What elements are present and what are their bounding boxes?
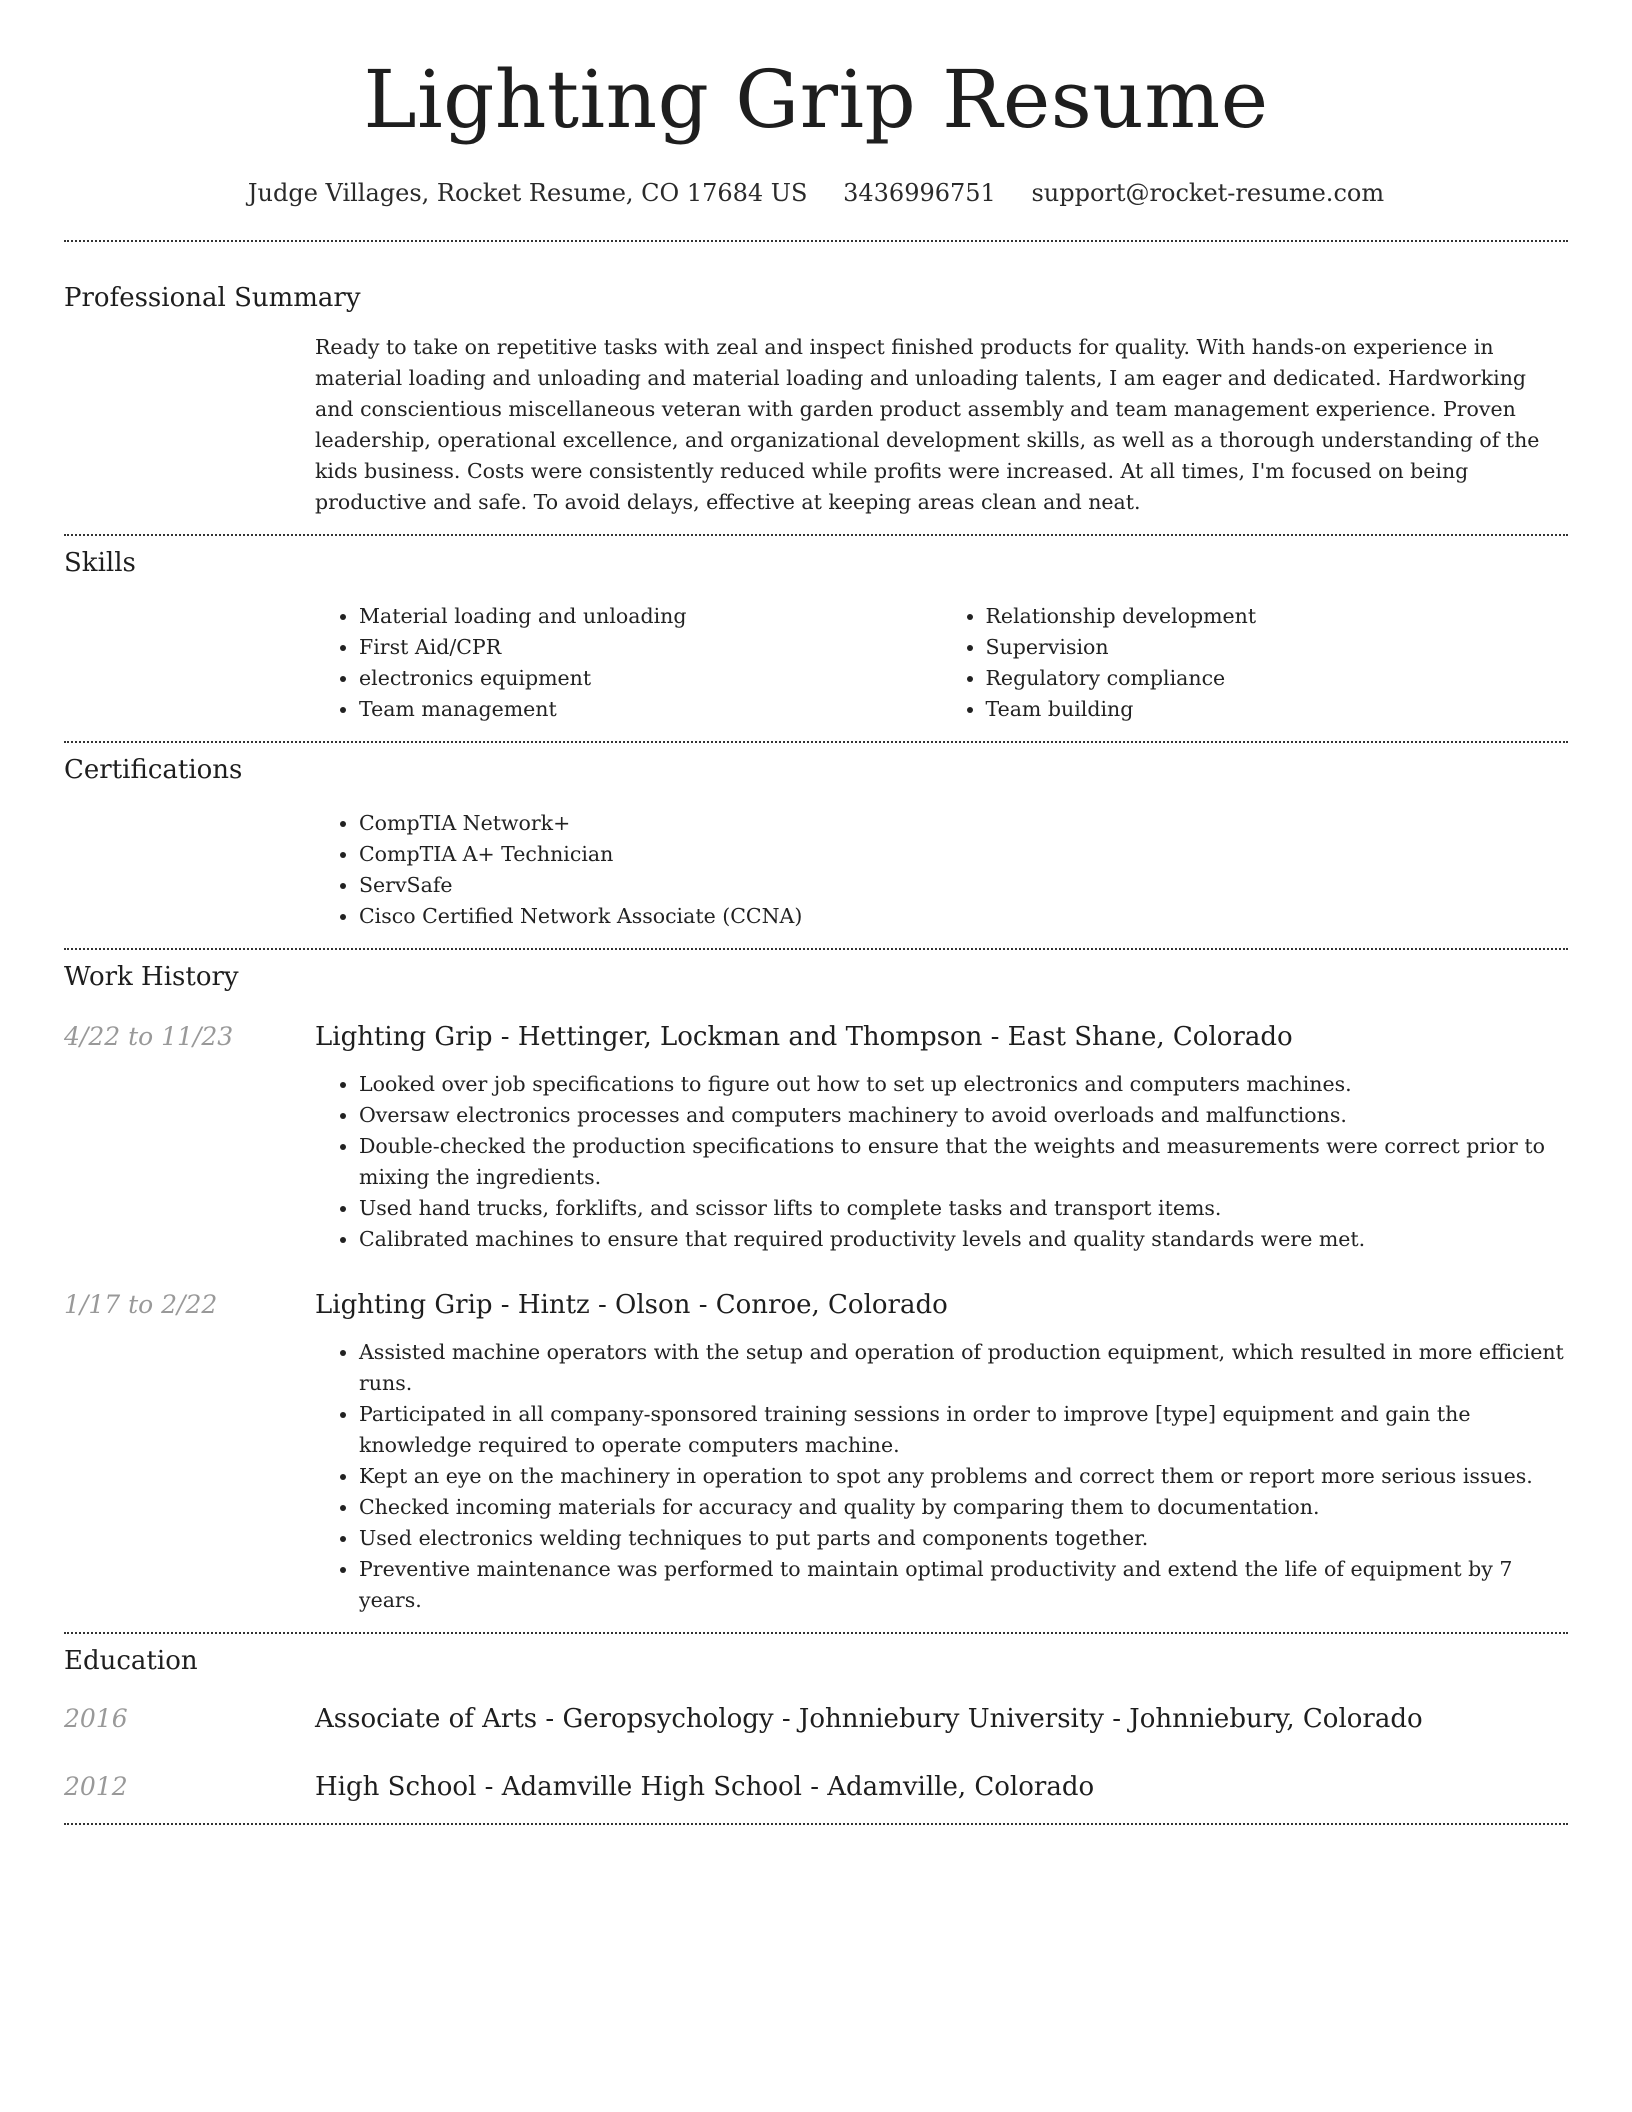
education-title-line: Associate of Arts - Geropsychology - Johnniebury University - Johnniebury, Colorado [315,1704,1423,1734]
skills-section [64,536,1568,725]
skills-title: Skills [64,548,136,578]
skill-item: • Team building [986,694,1569,725]
education-title-line: High School - Adamville High School - Adamville, Colorado [315,1772,1095,1802]
work-history-title: Work History [64,962,239,992]
certifications-title: Certifications [64,755,243,785]
job-date: 4/22 to 11/23 [64,1022,234,1051]
skills-list-left [315,601,942,725]
skill-item: • electronics equipment [359,663,942,694]
contact-line [64,178,1568,208]
skill-item: • Team management [359,694,942,725]
job-bullet: • Checked incoming materials for accuracy and quality by comparing them to documentation. [359,1492,1568,1523]
contact-email: support@rocket-resume.com [1031,179,1385,207]
job-entry [64,1021,1568,1255]
skill-item: • First Aid/CPR [359,632,942,663]
job-bullets [315,1337,1568,1616]
job-date: 1/17 to 2/22 [64,1290,218,1319]
education-title: Education [64,1646,198,1676]
job-bullet: • Looked over job specifications to figure out how to set up electronics and computers machines. [359,1069,1568,1100]
skills-list-right [942,601,1569,725]
summary-text: Ready to take on repetitive tasks with zeal and inspect finished products for quality. With hands-on experience in material loading and unloading and material loading and unloading talents, I am eager and dedicated. Hardworking and conscientious miscellaneous veteran with garden product assembly and team management experience. Proven leadership, operational excellence, and organizational development skills, as well as a thorough understanding of the kids business. Costs were consistently reduced while profits were increased. At all times, I'm focused on being productive and safe. To avoid delays, effective at keeping areas clean and neat. [315,335,1540,514]
job-bullet: • Assisted machine operators with the setup and operation of production equipment, which resulted in more efficient runs. [359,1337,1568,1399]
work-history-section [64,950,1568,1616]
job-bullet: • Used hand trucks, forklifts, and scissor lifts to complete tasks and transport items. [359,1193,1568,1224]
skill-item: • Regulatory compliance [986,663,1569,694]
job-bullet: • Participated in all company-sponsored training sessions in order to improve [type] equipment and gain the knowledge required to operate computers machine. [359,1399,1568,1461]
certification-item: • ServSafe [359,870,1568,901]
job-bullet: • Preventive maintenance was performed to maintain optimal productivity and extend the life of equipment by 7 years. [359,1554,1568,1616]
job-title: Lighting Grip - Hettinger, Lockman and Thompson - East Shane, Colorado [315,1022,1293,1052]
certification-item: • Cisco Certified Network Associate (CCNA) [359,901,1568,932]
education-entry [64,1703,1568,1735]
job-bullet: • Double-checked the production specifications to ensure that the weights and measurements were correct prior to mixing the ingredients. [359,1131,1568,1193]
skill-item: • Relationship development [986,601,1569,632]
resume-page [64,0,1568,1825]
contact-phone: 3436996751 [843,179,996,207]
education-section [64,1634,1568,1803]
education-date: 2016 [64,1704,128,1733]
education-entry [64,1771,1568,1803]
contact-address: Judge Villages, Rocket Resume, CO 17684 US [247,179,808,207]
certification-item: • CompTIA A+ Technician [359,839,1568,870]
job-bullets [315,1069,1568,1255]
job-bullet: • Used electronics welding techniques to put parts and components together. [359,1523,1568,1554]
certification-item: • CompTIA Network+ [359,808,1568,839]
certifications-list [315,808,1568,932]
summary-title: Professional Summary [64,283,361,313]
skill-item: • Supervision [986,632,1569,663]
education-date: 2012 [64,1772,128,1801]
job-bullet: • Kept an eye on the machinery in operation to spot any problems and correct them or report more serious issues. [359,1461,1568,1492]
job-title: Lighting Grip - Hintz - Olson - Conroe, Colorado [315,1290,948,1320]
certifications-section [64,743,1568,932]
summary-section [64,242,1568,518]
job-entry [64,1289,1568,1616]
resume-name: Lighting Grip Resume [363,53,1269,146]
job-bullet: • Oversaw electronics processes and computers machinery to avoid overloads and malfunctions. [359,1100,1568,1131]
job-bullet: • Calibrated machines to ensure that required productivity levels and quality standards were met. [359,1224,1568,1255]
skill-item: • Material loading and unloading [359,601,942,632]
section-divider [64,1823,1568,1825]
